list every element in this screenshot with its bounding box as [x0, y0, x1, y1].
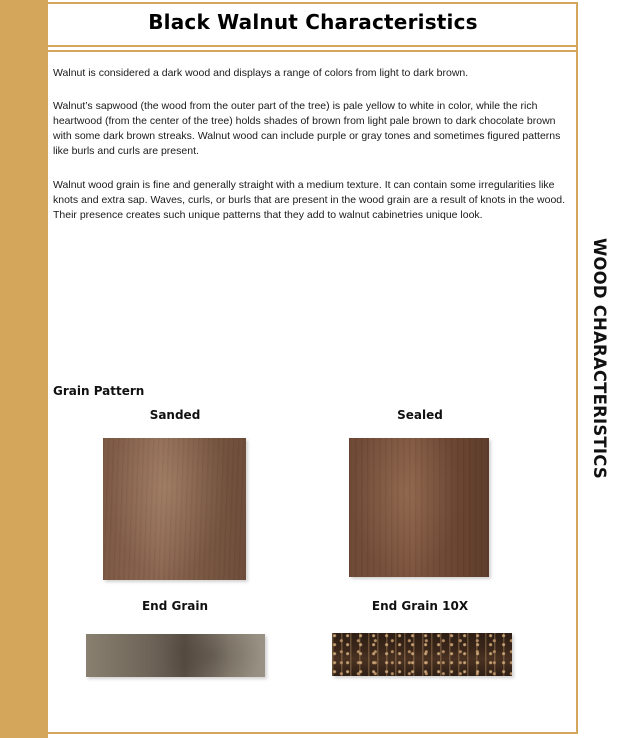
- title-divider-bottom: [48, 50, 578, 52]
- caption-sealed: Sealed: [397, 408, 443, 422]
- caption-end-grain-10x: End Grain 10X: [371, 599, 469, 613]
- left-accent-bar: [0, 0, 48, 738]
- title-divider-top: [48, 45, 578, 47]
- paragraph-sapwood-heartwood: Walnut’s sapwood (the wood from the outer part of the tree) is pale yellow to white in color, while the rich heartwood (from the center of the tree) holds shades of brown from light pale brown to dark chocolate brown with some dark brown streaks. Walnut wood can include purple or gray tones and sometimes figured patterns like burls and curls are present.: [53, 100, 561, 157]
- grain-pattern-heading: Grain Pattern: [53, 384, 145, 398]
- side-section-label: WOOD CHARACTERISTICS: [590, 238, 609, 479]
- caption-sanded: Sanded: [149, 408, 201, 422]
- page-title: Black Walnut Characteristics: [148, 10, 478, 34]
- caption-end-grain: End Grain: [141, 599, 209, 613]
- paragraph-color-overview: Walnut is considered a dark wood and displays a range of colors from light to dark brown.: [53, 67, 469, 79]
- end-grain-10x-wood-image: [332, 633, 512, 676]
- sanded-wood-image: [103, 438, 246, 580]
- end-grain-wood-image: [86, 634, 265, 677]
- sealed-wood-image: [349, 438, 489, 577]
- paragraph-grain-texture: Walnut wood grain is fine and generally straight with a medium texture. It can contain some irregularities like knots and extra sap. Waves, curls, or burls that are present in the wood grain are a result of knots in the wood. Their presence creates such unique patterns that they add to walnut cabinetries unique look.: [53, 179, 566, 221]
